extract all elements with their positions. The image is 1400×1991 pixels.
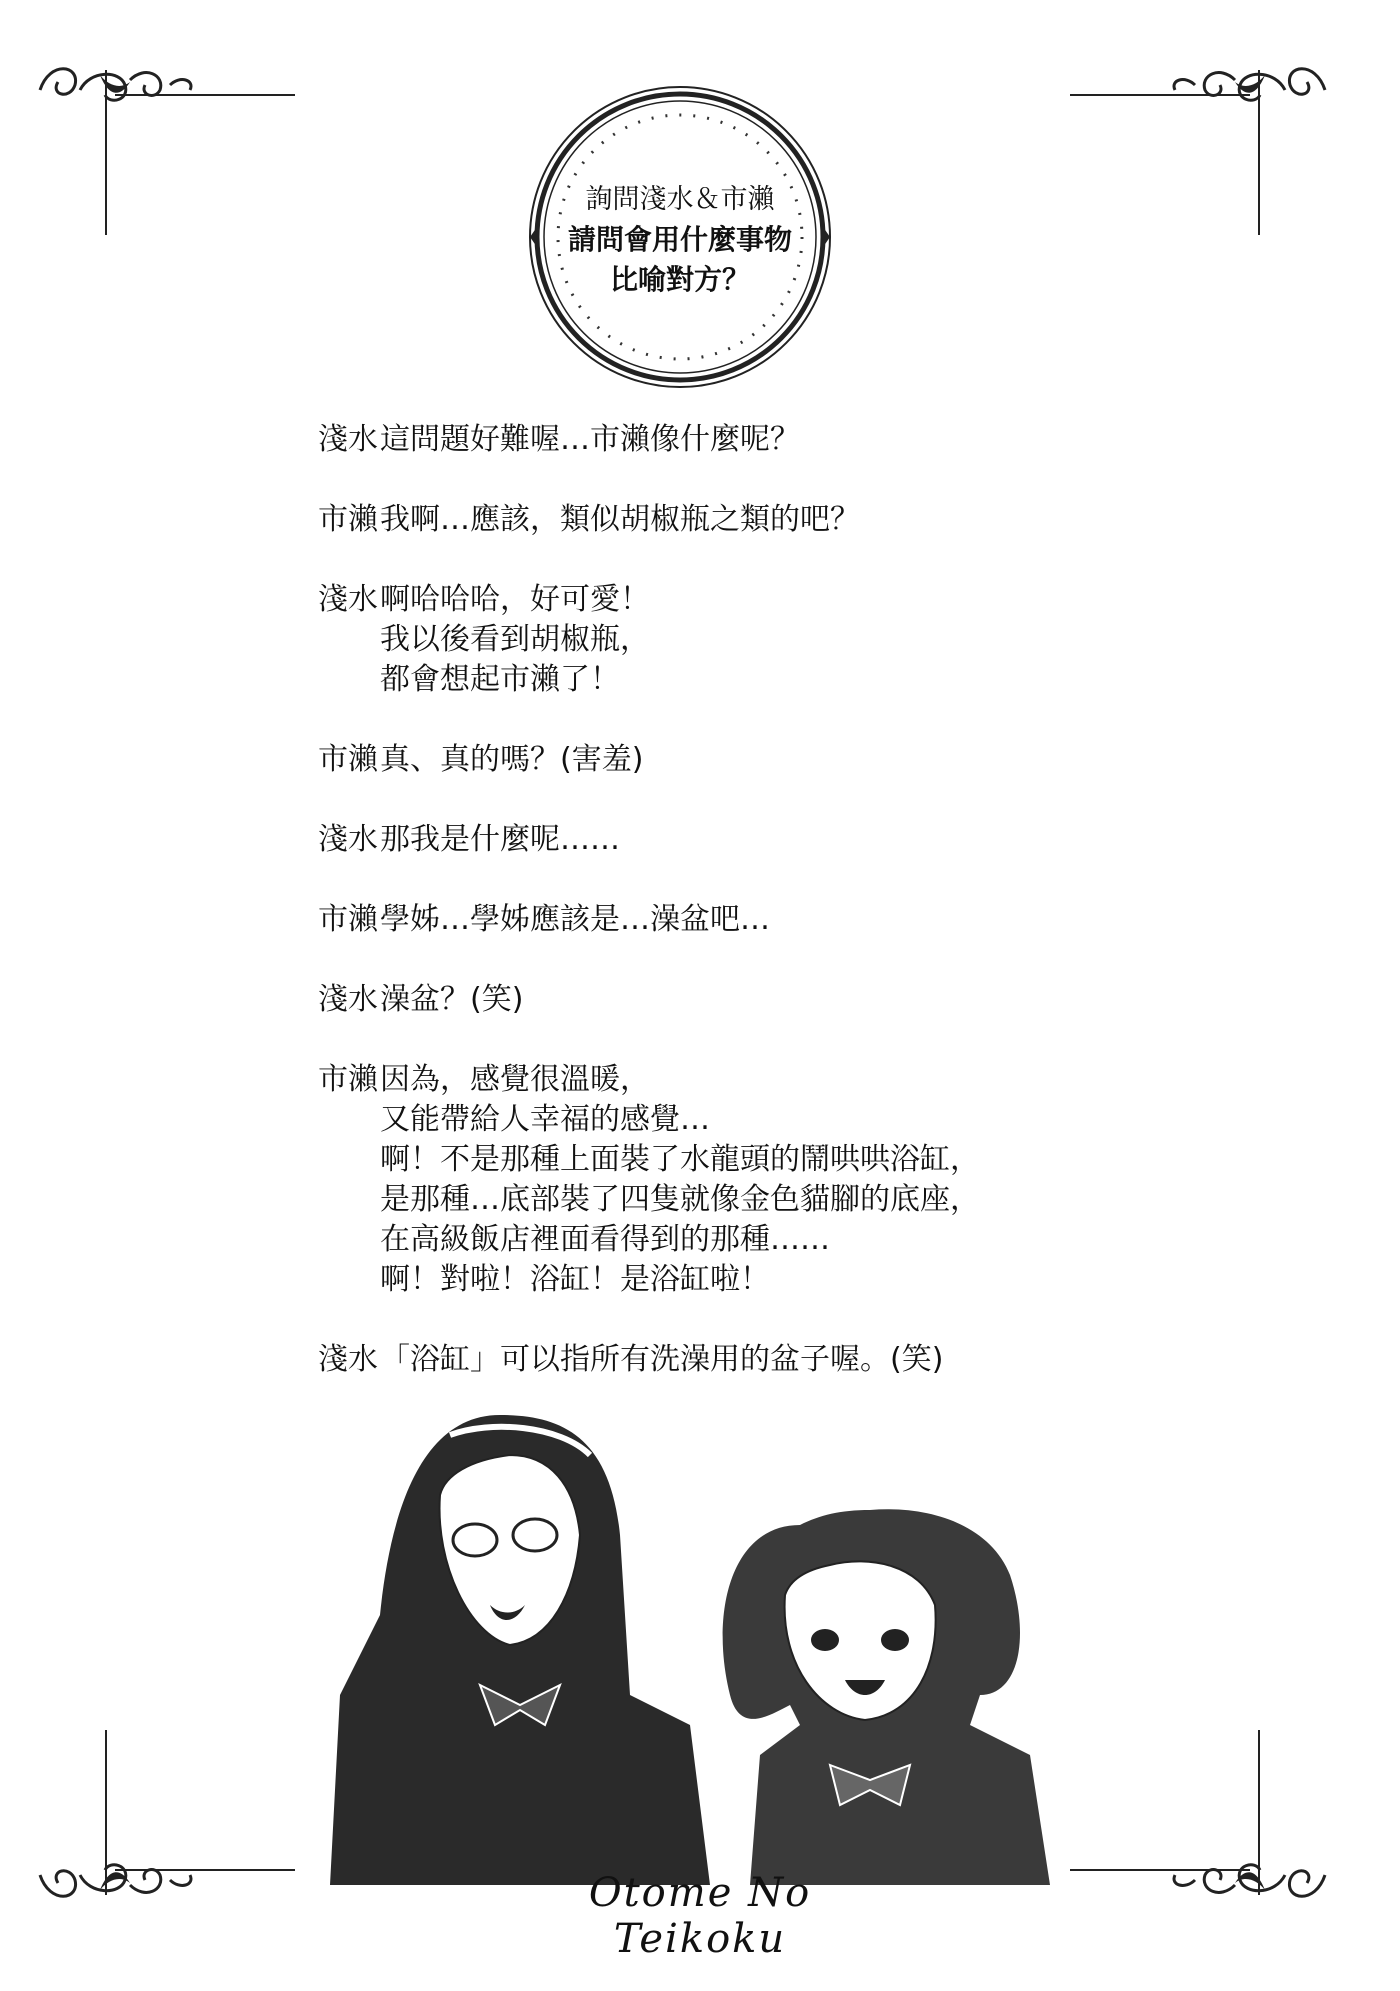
dialog-line: 那我是什麼呢…… — [380, 822, 620, 857]
series-logo: Otome No Teikoku — [588, 1870, 812, 1962]
dialog-entry — [318, 1340, 1218, 1380]
speaker-name: 市瀨 — [318, 502, 378, 537]
badge-question-line2: 比喻對方？ — [609, 263, 750, 296]
dialog-line: 學姊…學姊應該是…澡盆吧… — [380, 902, 770, 937]
speaker-name: 淺水 — [318, 1342, 378, 1377]
dialog-line: 我啊…應該，類似胡椒瓶之類的吧？ — [380, 502, 860, 537]
dialog-line: 我以後看到胡椒瓶， — [380, 622, 650, 657]
dialog-line: 都會想起市瀨了！ — [380, 662, 620, 697]
dialog-line: 在高級飯店裡面看得到的那種…… — [380, 1222, 830, 1257]
dialog-entry — [318, 820, 1218, 860]
dialog-entry — [318, 580, 1218, 700]
corner-ornament-top-right — [1065, 50, 1335, 240]
dialog-line: 因為，感覺很溫暖， — [380, 1062, 650, 1097]
dialog-line: 啊！不是那種上面裝了水龍頭的鬧哄哄浴缸， — [380, 1142, 980, 1177]
dialog-entry — [318, 980, 1218, 1020]
dialog-line: 澡盆？(笑) — [380, 982, 524, 1017]
corner-ornament-bottom-right — [1065, 1725, 1335, 1915]
speaker-name: 市瀨 — [318, 902, 378, 937]
dialog-line: 又能帶給人幸福的感覺… — [380, 1102, 710, 1137]
dialog-line: 這問題好難喔…市瀨像什麼呢？ — [380, 422, 800, 457]
badge-question-line1: 請問會用什麼事物 — [567, 223, 792, 256]
dialog-entry — [318, 500, 1218, 540]
asami-figure — [330, 1415, 710, 1885]
speaker-name: 淺水 — [318, 422, 378, 457]
speaker-name: 淺水 — [318, 982, 378, 1017]
character-illustration — [330, 1395, 1080, 1885]
dialog-entry — [318, 740, 1218, 780]
speaker-name: 淺水 — [318, 582, 378, 617]
title-badge — [525, 180, 835, 300]
dialog-entry — [318, 420, 1218, 460]
dialog-entry — [318, 1060, 1218, 1300]
dialog-line: 「浴缸」可以指所有洗澡用的盆子喔。(笑) — [380, 1342, 944, 1377]
badge-subtitle: 詢問淺水＆市瀨 — [585, 184, 775, 215]
speaker-name: 市瀨 — [318, 742, 378, 777]
dialog-line: 啊！對啦！浴缸！是浴缸啦！ — [380, 1262, 770, 1297]
speaker-name: 市瀨 — [318, 1062, 378, 1097]
dialog-line: 是那種…底部裝了四隻就像金色貓腳的底座， — [380, 1182, 980, 1217]
dialog-line: 真、真的嗎？(害羞) — [380, 742, 644, 777]
interview-dialog — [318, 420, 1218, 1420]
dialog-entry — [318, 900, 1218, 940]
speaker-name: 淺水 — [318, 822, 378, 857]
ichise-figure — [723, 1509, 1050, 1885]
dialog-line: 啊哈哈哈，好可愛！ — [380, 582, 650, 617]
corner-ornament-bottom-left — [30, 1725, 300, 1915]
corner-ornament-top-left — [30, 50, 300, 240]
